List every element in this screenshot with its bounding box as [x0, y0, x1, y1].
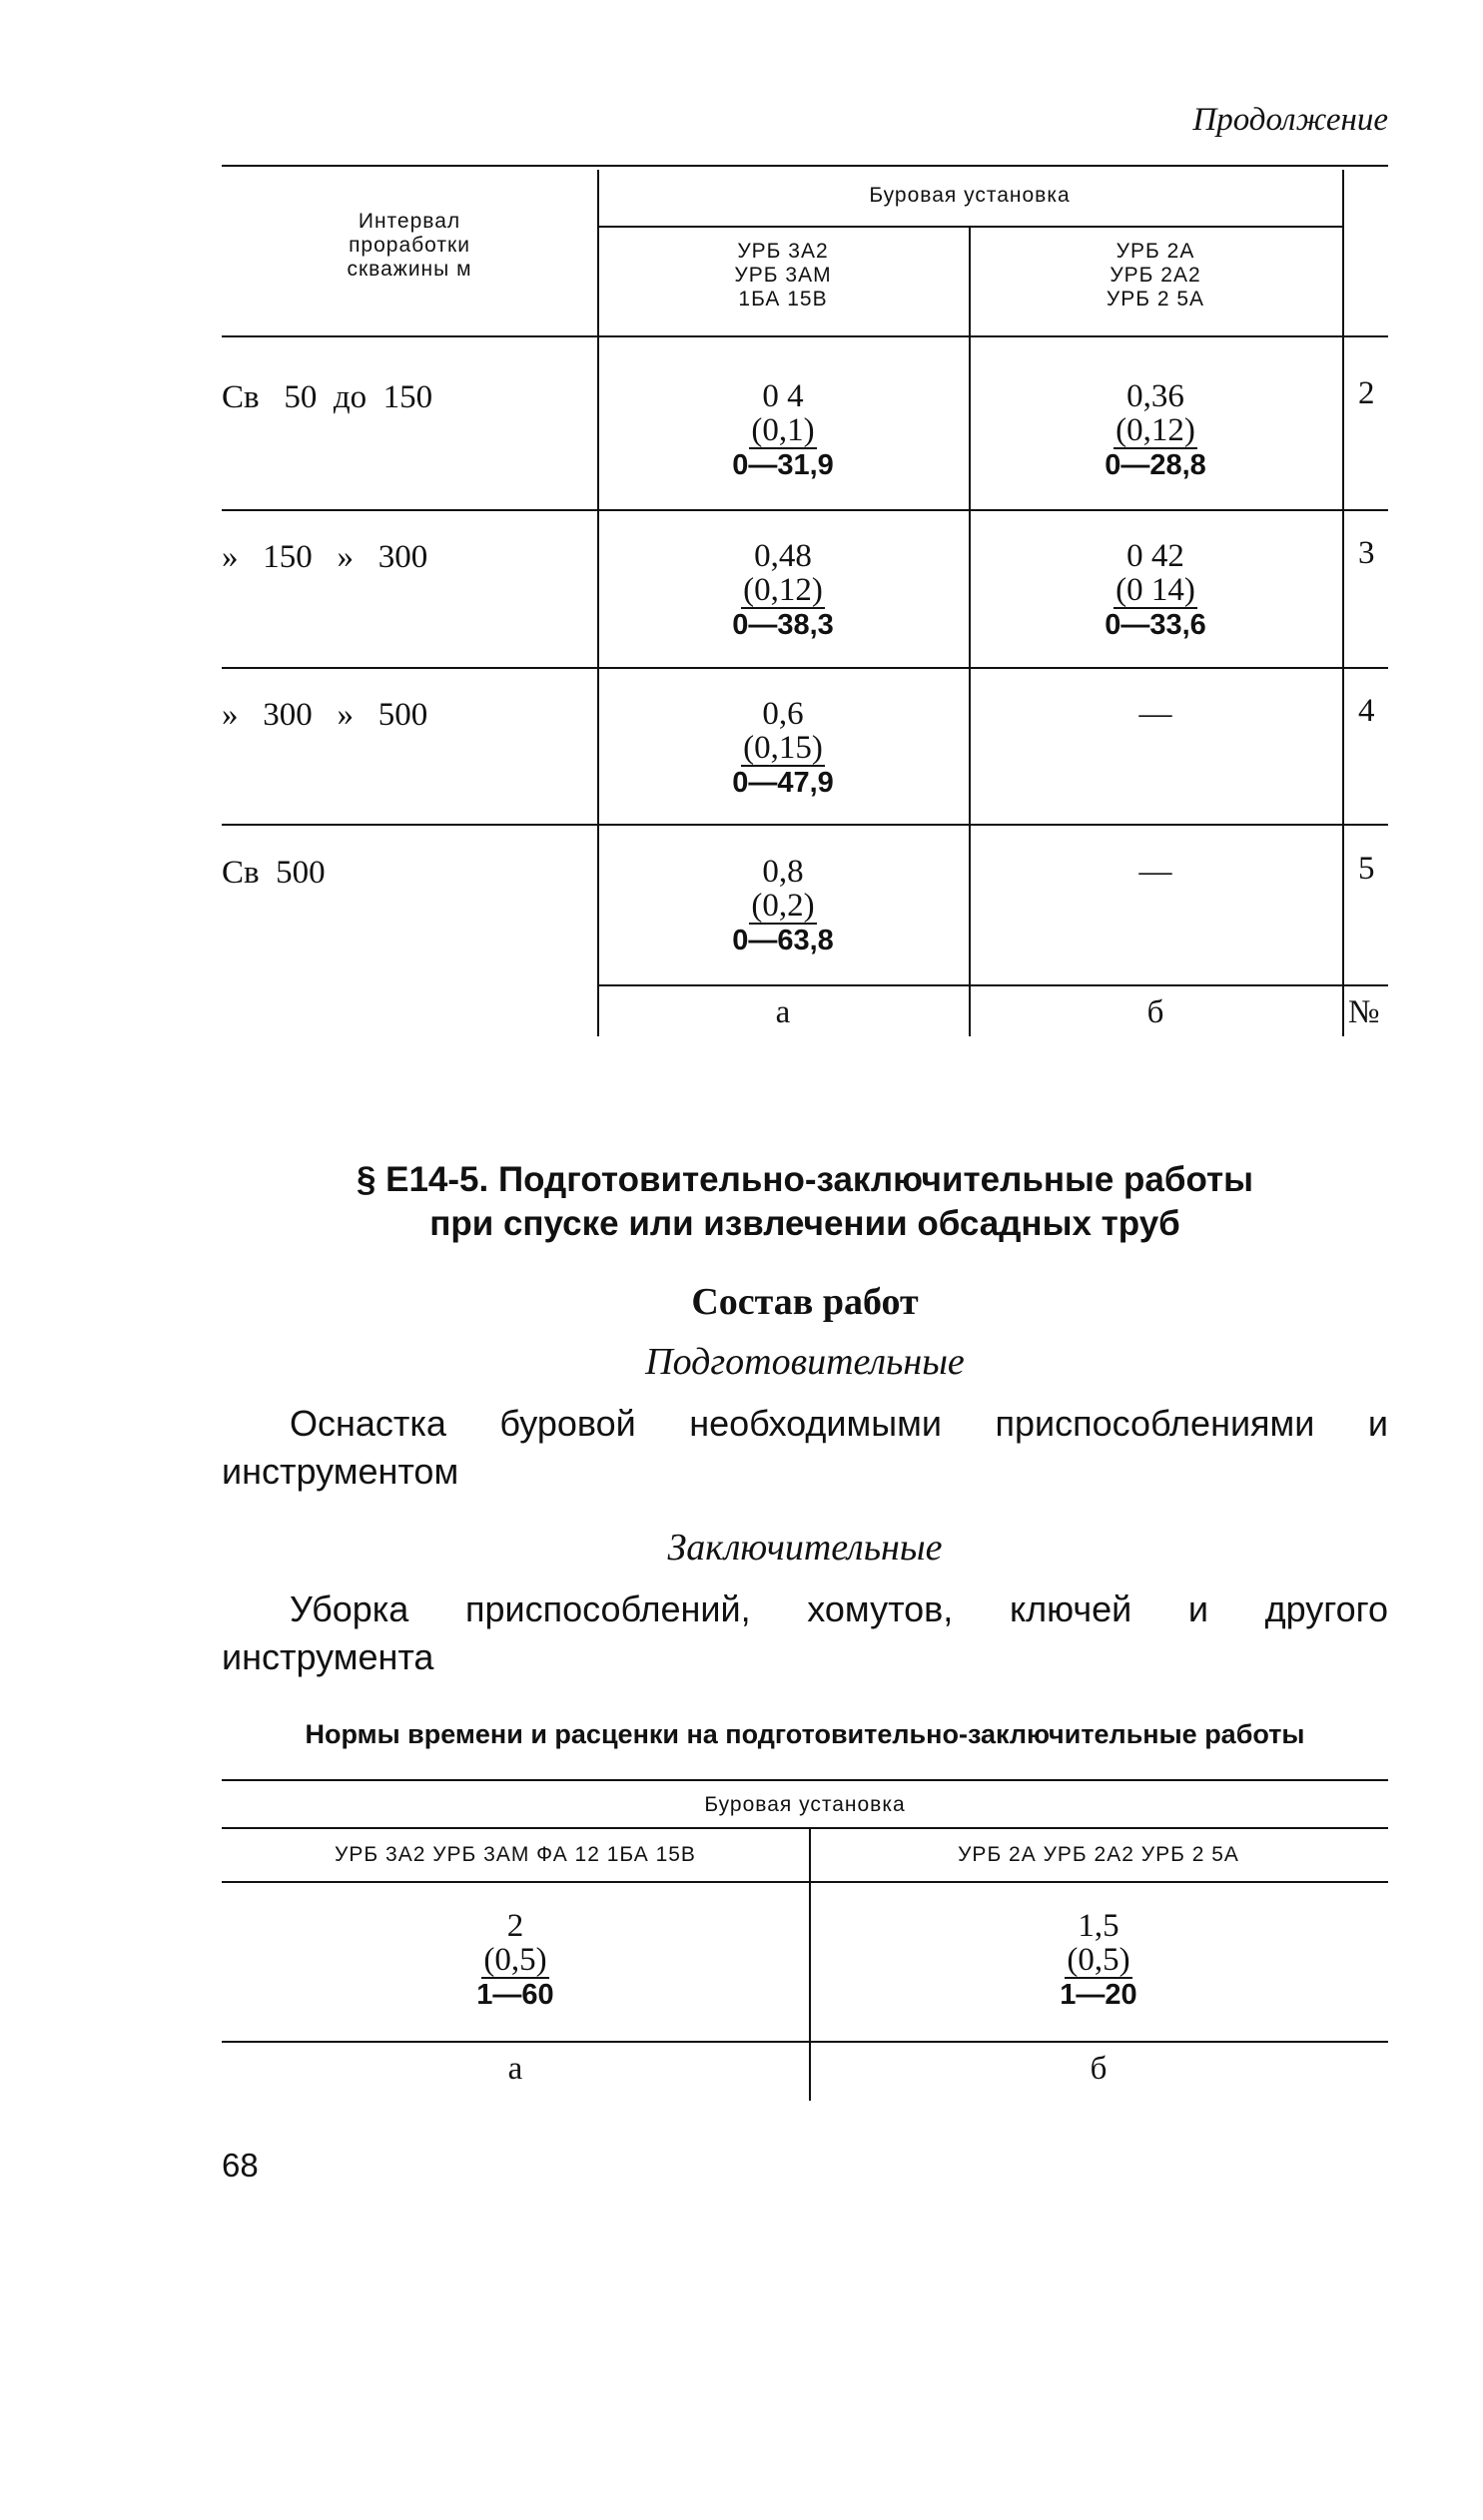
cell-b: 0 42 (0 14) 0—33,6	[1105, 538, 1206, 641]
row-number: 4	[1358, 693, 1375, 729]
cell-a: 0,8 (0,2) 0—63,8	[732, 854, 834, 956]
cell-b: 0,36 (0,12) 0—28,8	[1105, 378, 1206, 481]
col-a-header: УРБ 3А2 УРБ 3АМ ФА 12 1БА 15В	[335, 1843, 696, 1866]
cell-a: 0,6 (0,15) 0—47,9	[732, 696, 834, 799]
row-label: Св 500	[222, 855, 326, 891]
continuation-label: Продолжение	[1192, 102, 1388, 138]
composition-heading: Состав работ	[691, 1281, 919, 1323]
row-number: 5	[1358, 851, 1375, 887]
prep-text: Оснастка буровой необходимыми приспособлениями и инструментом	[222, 1403, 1388, 1492]
col-b-header: УРБ 2А УРБ 2А2 УРБ 2 5А	[1106, 240, 1205, 311]
footer-a: а	[507, 2051, 523, 2087]
row-number: 3	[1358, 535, 1375, 571]
row-label: » 150 » 300	[222, 539, 428, 575]
final-text: Уборка приспособлений, хомутов, ключей и другого инструмента	[222, 1588, 1388, 1677]
footer-num: №	[1348, 994, 1380, 1030]
cell-b: —	[1138, 696, 1172, 732]
cell-b: 1,5 (0,5) 1—20	[1060, 1908, 1137, 2011]
footer-a: а	[775, 994, 791, 1030]
col-b-header: УРБ 2А УРБ 2А2 УРБ 2 5А	[958, 1843, 1239, 1866]
interval-header: Интервал проработки скважины м	[347, 210, 472, 281]
footer-b: б	[1146, 994, 1164, 1030]
footer-b: б	[1090, 2051, 1108, 2087]
cell-b: —	[1138, 854, 1172, 890]
cell-a: 2 (0,5) 1—60	[476, 1908, 554, 2011]
rig-header: Буровая установка	[869, 184, 1071, 207]
row-label: » 300 » 500	[222, 697, 428, 733]
norms-heading: Нормы времени и расценки на подготовительно-заключительные работы	[305, 1719, 1305, 1749]
row-number: 2	[1358, 375, 1375, 411]
col-a-header: УРБ 3А2 УРБ 3АМ 1БА 15В	[734, 240, 832, 311]
row-label: Св 50 до 150	[222, 379, 433, 415]
final-heading: Заключительные	[667, 1527, 943, 1569]
rig-header: Буровая установка	[704, 1793, 906, 1816]
section-title: § Е14-5. Подготовительно-заключительные работы при спуске или извлечении обсадных труб	[356, 1160, 1254, 1243]
prep-heading: Подготовительные	[645, 1341, 965, 1383]
page-number: 68	[222, 2147, 259, 2184]
cell-a: 0,48 (0,12) 0—38,3	[732, 538, 834, 641]
cell-a: 0 4 (0,1) 0—31,9	[732, 378, 834, 481]
